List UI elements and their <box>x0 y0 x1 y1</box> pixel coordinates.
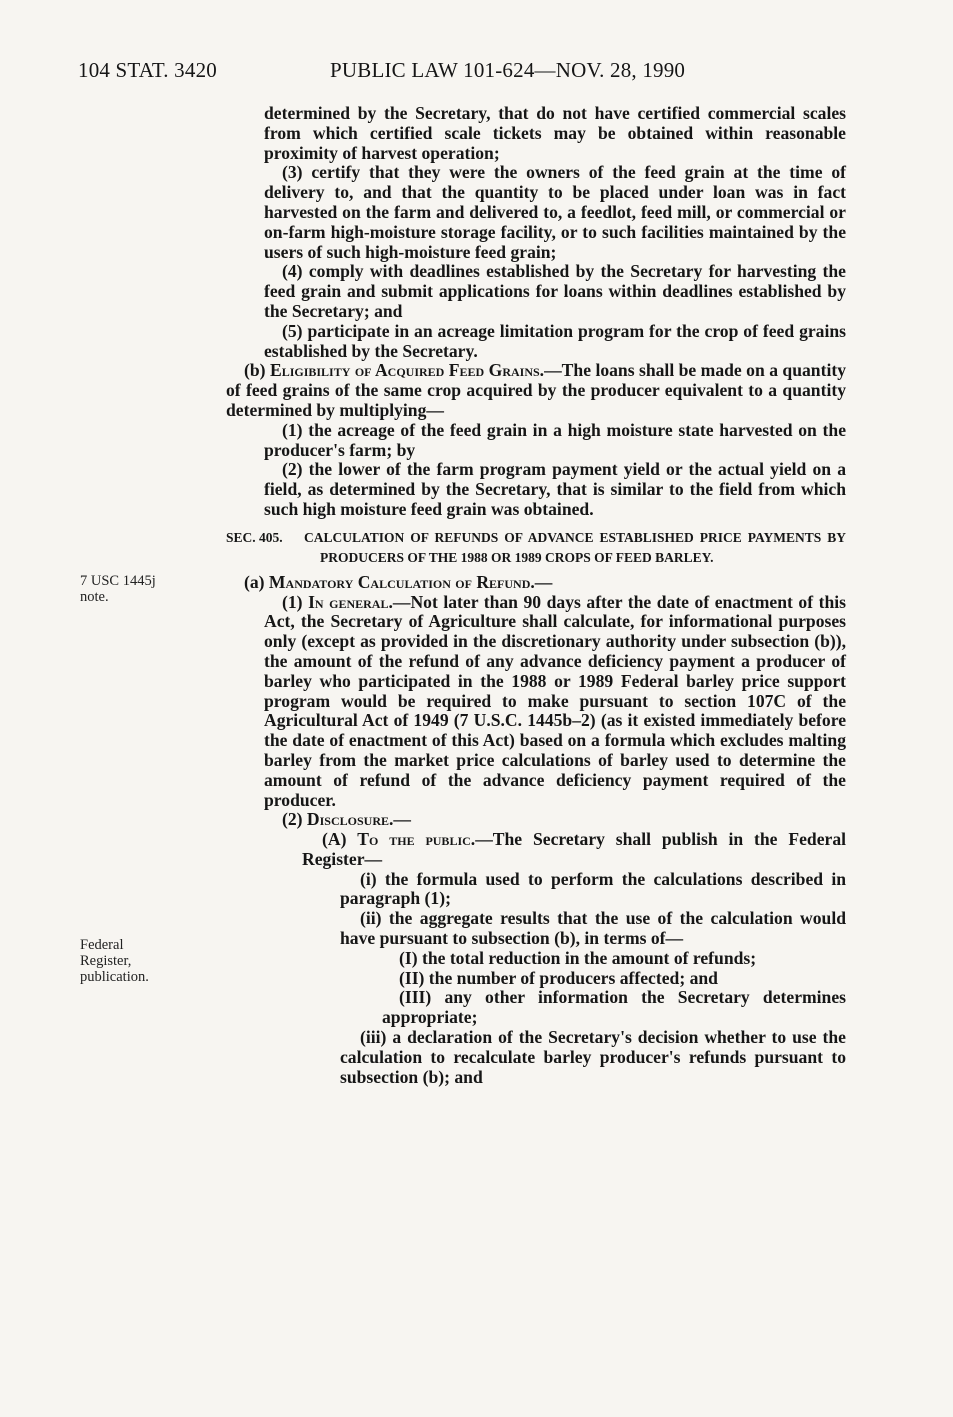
item-5: (5) participate in an acreage limitation program for the crop of feed grains established by the Secretary. <box>264 320 846 361</box>
subparagraph-A-heading: To the public. <box>357 829 476 850</box>
subsection-b <box>226 361 846 420</box>
subsection-b-item-2: (2) the lower of the farm program payment yield or the actual yield on a field, as determined by the Secretary, that is similar to the field from which such high moisture feed grain was obtained. <box>264 459 846 519</box>
subclause-III: (III) any other information the Secretary determines appropriate; <box>382 987 846 1028</box>
paragraph-a2 <box>226 810 846 830</box>
subparagraph-A-text: —The Secretary shall publish in the Federal Register— <box>302 829 847 869</box>
subclause-II: (II) the number of producers affected; and <box>399 967 718 988</box>
subsection-b-label: (b) <box>244 360 270 381</box>
paragraph-a1 <box>226 593 846 811</box>
paragraph-a2-label: (2) <box>282 809 307 830</box>
paragraph-a1-label: (1) <box>282 591 309 612</box>
subparagraph-A <box>226 830 846 870</box>
paragraph-a1-heading: In general. <box>308 591 393 612</box>
margin-note-federal-line: Federal <box>80 937 124 953</box>
section-heading <box>226 528 846 568</box>
margin-note-usc <box>80 573 190 605</box>
subparagraph-A-label: (A) <box>322 829 358 850</box>
paragraph-a2-heading: Disclosure. <box>306 809 394 830</box>
statute-text <box>226 104 846 1087</box>
item-4: (4) comply with deadlines established by the Secretary for harvesting the feed grain and submit applications for loans within deadlines established by the Secretary; and <box>264 261 846 321</box>
subsection-b-item-1: (1) the acreage of the feed grain in a high moisture state harvested on the producer's farm; by <box>264 419 846 460</box>
margin-note-federal-line: publication. <box>80 969 149 985</box>
margin-note-usc-line: note. <box>80 589 109 605</box>
clause-ii: (ii) the aggregate results that the use of the calculation would have pursuant to subsection (b), in terms of— <box>340 908 846 949</box>
margin-note-usc-line: 7 USC 1445j <box>80 573 156 589</box>
stat-page-number: 104 STAT. 3420 <box>78 58 217 82</box>
subsection-a-dash: — <box>534 571 553 592</box>
paragraph-a1-text: —Not later than 90 days after the date of enactment of this Act, the Secretary of Agriculture shall calculate, for informational purposes only (except as provided in the discretionary authority under subsection (b)), the amount of the refund of any advance deficiency payment a producer of barley who participated in the 1988 or 1989 Federal barley price support program would be required to make pursuant to section 107C of the Agricultural Act of 1949 (7 U.S.C. 1445b–2) (as it existed immediately before the date of enactment of this Act) based on a formula which excludes malting barley from the market price calculations of barley used to determine the amount of refund of the advance deficiency payment required of the producer. <box>264 591 846 810</box>
section-title: CALCULATION OF REFUNDS OF ADVANCE ESTABLISHED PRICE PAYMENTS BY PRODUCERS OF THE 1988 OR 1989 CROPS OF FEED BARLEY. <box>304 529 846 565</box>
subclause-I: (I) the total reduction in the amount of refunds; <box>399 947 757 968</box>
item-3: (3) certify that they were the owners of the feed grain at the time of delivery to, and that the quantity to be placed under loan was in fact harvested on the farm and delivered to, a feedlot, feed mill, or commercial or on-farm high-moisture storage facility, or to such facilities maintained by the users of such high-moisture feed grain; <box>264 162 846 262</box>
margin-note-federal-register <box>80 937 190 985</box>
clause-i: (i) the formula used to perform the calculations described in paragraph (1); <box>340 868 846 909</box>
subsection-b-text: —The loans shall be made on a quantity of feed grains of the same crop acquired by the producer equivalent to a quantity determined by multiplying— <box>226 360 846 420</box>
section-number: SEC. 405. <box>226 529 283 545</box>
paragraph-continuation: determined by the Secretary, that do not have certified commercial scales from which certified scale tickets may be obtained within reasonable proximity of harvest operation; <box>264 103 846 163</box>
margin-note-federal-line: Register, <box>80 953 132 969</box>
public-law-header: PUBLIC LAW 101-624—NOV. 28, 1990 <box>330 58 686 82</box>
subsection-a-label: (a) <box>244 571 269 592</box>
paragraph-a2-dash: — <box>393 809 411 830</box>
subsection-a <box>226 573 846 593</box>
subsection-a-heading: Mandatory Calculation of Refund. <box>268 571 535 592</box>
subsection-b-heading: Eligibility of Acquired Feed Grains. <box>269 360 545 381</box>
clause-iii: (iii) a declaration of the Secretary's decision whether to use the calculation to recalculate barley producer's refunds pursuant to subsection (b); and <box>340 1027 846 1087</box>
